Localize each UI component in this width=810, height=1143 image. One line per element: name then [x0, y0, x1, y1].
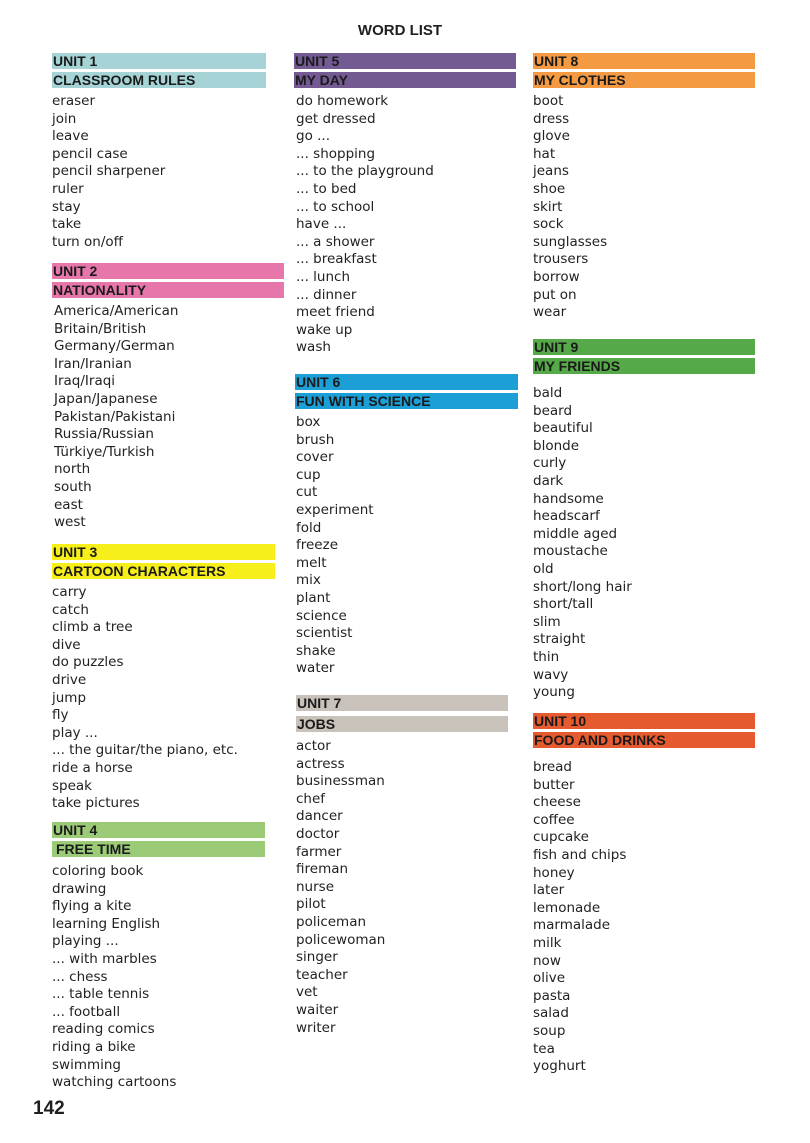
- unit-label-bar: UNIT 2: [52, 263, 284, 279]
- word-item: put on: [533, 286, 577, 303]
- word-item: actor: [296, 738, 331, 754]
- unit-label-bar: UNIT 1: [52, 53, 266, 69]
- word-item: plant: [296, 589, 331, 606]
- page-title: WORD LIST: [357, 22, 443, 39]
- word-item: learning English: [52, 915, 161, 932]
- word-item: borrow: [533, 268, 580, 285]
- unit-9: [533, 339, 755, 702]
- word-item: shake: [296, 642, 336, 659]
- word-item: playing ...: [52, 933, 119, 950]
- word-item: have ...: [296, 216, 347, 233]
- word-item: ... football: [52, 1003, 121, 1020]
- word-item: eraser: [52, 93, 96, 109]
- word-item: ... to the playground: [296, 163, 434, 180]
- word-item: blonde: [533, 437, 580, 454]
- word-item: west: [54, 514, 86, 531]
- word-item: wear: [533, 304, 567, 321]
- word-item: fish and chips: [533, 846, 627, 863]
- word-item: carry: [52, 584, 87, 600]
- unit-label-bar: UNIT 6: [295, 374, 518, 390]
- word-item: teacher: [296, 966, 348, 983]
- word-item: fold: [296, 519, 322, 536]
- word-item: brush: [296, 431, 335, 448]
- word-list: [52, 303, 284, 532]
- word-item: freeze: [296, 537, 339, 554]
- word-item: waiter: [296, 1001, 339, 1018]
- unit-8: [533, 53, 755, 322]
- word-item: short/long hair: [533, 578, 632, 595]
- word-item: ... chess: [52, 968, 108, 985]
- word-item: science: [296, 607, 347, 624]
- word-item: pencil sharpener: [52, 163, 166, 180]
- word-item: dancer: [296, 808, 343, 825]
- word-item: Germany/German: [54, 338, 175, 355]
- word-item: headscarf: [533, 508, 600, 525]
- unit-label-bar: UNIT 5: [294, 53, 516, 69]
- word-item: water: [296, 660, 335, 677]
- word-item: ... breakfast: [296, 251, 377, 268]
- unit-topic-bar: NATIONALITY: [52, 282, 284, 298]
- word-item: short/tall: [533, 596, 594, 613]
- word-list: [295, 414, 518, 678]
- word-item: policewoman: [296, 931, 386, 948]
- unit-label-bar: UNIT 9: [533, 339, 755, 355]
- word-item: coloring book: [52, 863, 144, 879]
- unit-label-bar: UNIT 8: [533, 53, 755, 69]
- word-list: [296, 738, 508, 1037]
- unit-4: [52, 822, 265, 1092]
- unit-label-bar: UNIT 7: [296, 695, 508, 711]
- word-item: actress: [296, 755, 345, 772]
- word-item: drive: [52, 671, 87, 688]
- word-item: wavy: [533, 666, 569, 683]
- word-item: wash: [296, 339, 331, 356]
- word-item: singer: [296, 949, 338, 966]
- word-item: jeans: [533, 163, 569, 180]
- word-item: play ...: [52, 724, 98, 741]
- word-item: handsome: [533, 490, 604, 507]
- word-item: dive: [52, 636, 81, 653]
- page-number: 142: [33, 1098, 65, 1119]
- word-item: take: [52, 216, 82, 233]
- word-item: meet friend: [296, 304, 375, 321]
- word-item: fly: [52, 707, 69, 724]
- word-item: pilot: [296, 896, 326, 913]
- word-item: ... lunch: [296, 268, 351, 285]
- word-item: swimming: [52, 1056, 122, 1073]
- unit-topic-bar: JOBS: [296, 716, 508, 732]
- word-item: vet: [296, 984, 318, 1001]
- word-item: ... shopping: [296, 145, 376, 162]
- word-item: climb a tree: [52, 619, 133, 636]
- word-item: middle aged: [533, 525, 618, 542]
- word-item: Japan/Japanese: [54, 390, 158, 407]
- word-item: butter: [533, 776, 575, 793]
- unit-2: [52, 263, 284, 532]
- word-item: east: [54, 496, 83, 513]
- word-item: Russia/Russian: [54, 426, 154, 443]
- word-item: dress: [533, 110, 570, 127]
- unit-topic-bar: FOOD AND DRINKS: [533, 732, 755, 748]
- word-item: scientist: [296, 625, 353, 642]
- word-item: turn on/off: [52, 233, 123, 250]
- unit-1: [52, 53, 266, 251]
- word-item: catch: [52, 601, 89, 618]
- unit-topic-bar: MY DAY: [294, 72, 516, 88]
- word-item: coffee: [533, 811, 575, 828]
- unit-3: [52, 544, 275, 813]
- word-list: [533, 759, 755, 1076]
- word-item: beard: [533, 402, 573, 419]
- unit-10: [533, 713, 755, 1076]
- word-item: melt: [296, 554, 327, 571]
- word-item: soup: [533, 1022, 566, 1039]
- word-item: cover: [296, 449, 334, 466]
- word-item: bald: [533, 385, 563, 401]
- word-item: get dressed: [296, 110, 376, 127]
- word-item: cheese: [533, 794, 581, 811]
- unit-topic-bar: CARTOON CHARACTERS: [52, 563, 275, 579]
- word-item: join: [52, 110, 77, 127]
- word-item: policeman: [296, 913, 367, 930]
- word-item: ... with marbles: [52, 950, 157, 967]
- word-item: north: [54, 461, 91, 478]
- word-item: doctor: [296, 825, 340, 842]
- unit-label-bar: UNIT 10: [533, 713, 755, 729]
- word-item: Iraq/Iraqi: [54, 373, 116, 390]
- word-item: beautiful: [533, 420, 593, 437]
- word-item: yoghurt: [533, 1058, 586, 1075]
- word-item: tea: [533, 1040, 555, 1057]
- word-item: Türkiye/Turkish: [54, 443, 155, 460]
- unit-6: [295, 374, 518, 678]
- word-item: go ...: [296, 128, 330, 145]
- word-item: later: [533, 882, 565, 899]
- word-item: nurse: [296, 878, 335, 895]
- word-item: sock: [533, 216, 564, 233]
- word-list: [52, 584, 275, 813]
- word-item: box: [296, 414, 321, 430]
- word-item: flying a kite: [52, 898, 132, 915]
- word-item: salad: [533, 1005, 569, 1022]
- unit-topic-bar: FUN WITH SCIENCE: [295, 393, 518, 409]
- word-item: lemonade: [533, 899, 601, 916]
- word-item: take pictures: [52, 795, 140, 812]
- word-item: do homework: [296, 93, 389, 109]
- word-item: cut: [296, 484, 318, 501]
- word-item: pencil case: [52, 145, 128, 162]
- word-item: Britain/British: [54, 320, 147, 337]
- word-item: now: [533, 952, 561, 969]
- word-item: hat: [533, 145, 556, 162]
- word-item: ... to school: [296, 198, 375, 215]
- word-item: straight: [533, 631, 586, 648]
- word-item: Pakistan/Pakistani: [54, 408, 176, 425]
- word-item: America/American: [54, 303, 179, 319]
- word-item: speak: [52, 777, 92, 794]
- word-item: ... to bed: [296, 180, 357, 197]
- word-item: curly: [533, 455, 567, 472]
- word-item: shoe: [533, 180, 566, 197]
- word-item: chef: [296, 790, 326, 807]
- word-item: writer: [296, 1019, 336, 1036]
- word-list: [52, 863, 265, 1092]
- word-item: riding a bike: [52, 1038, 136, 1055]
- word-list: [294, 93, 516, 357]
- word-item: trousers: [533, 251, 589, 268]
- word-item: moustache: [533, 543, 608, 560]
- word-item: boot: [533, 93, 564, 109]
- word-item: sunglasses: [533, 233, 608, 250]
- word-item: experiment: [296, 501, 374, 518]
- word-item: ruler: [52, 180, 84, 197]
- word-item: south: [54, 478, 92, 495]
- word-item: thin: [533, 648, 560, 665]
- word-item: cupcake: [533, 829, 589, 846]
- word-item: stay: [52, 198, 81, 215]
- unit-topic-bar: FREE TIME: [52, 841, 265, 857]
- word-item: drawing: [52, 880, 107, 897]
- word-item: honey: [533, 864, 575, 881]
- word-item: marmalade: [533, 917, 611, 934]
- word-item: young: [533, 684, 575, 701]
- word-item: ... the guitar/the piano, etc.: [52, 742, 238, 759]
- word-item: wake up: [296, 321, 353, 338]
- word-item: mix: [296, 572, 321, 589]
- word-item: slim: [533, 613, 561, 630]
- word-item: Iran/Iranian: [54, 355, 132, 372]
- word-list: [533, 385, 755, 702]
- word-item: ... table tennis: [52, 986, 150, 1003]
- word-item: leave: [52, 128, 89, 145]
- word-item: glove: [533, 128, 570, 145]
- word-list: [52, 93, 266, 251]
- word-item: do puzzles: [52, 654, 124, 671]
- unit-5: [294, 53, 516, 357]
- word-item: farmer: [296, 843, 342, 860]
- word-item: skirt: [533, 198, 563, 215]
- word-item: olive: [533, 970, 566, 987]
- word-item: ... dinner: [296, 286, 357, 303]
- unit-topic-bar: MY CLOTHES: [533, 72, 755, 88]
- unit-7: [296, 695, 508, 1037]
- word-item: old: [533, 560, 554, 577]
- word-item: reading comics: [52, 1021, 155, 1038]
- word-item: fireman: [296, 861, 349, 878]
- word-item: ride a horse: [52, 759, 133, 776]
- word-item: ... a shower: [296, 233, 375, 250]
- word-item: milk: [533, 934, 562, 951]
- unit-label-bar: UNIT 3: [52, 544, 275, 560]
- unit-topic-bar: MY FRIENDS: [533, 358, 755, 374]
- word-item: businessman: [296, 773, 385, 790]
- unit-topic-bar: CLASSROOM RULES: [52, 72, 266, 88]
- word-item: dark: [533, 472, 564, 489]
- word-item: bread: [533, 759, 572, 775]
- word-item: jump: [52, 689, 87, 706]
- word-list: [533, 93, 755, 322]
- word-item: watching cartoons: [52, 1074, 177, 1091]
- word-item: cup: [296, 466, 321, 483]
- unit-label-bar: UNIT 4: [52, 822, 265, 838]
- word-item: pasta: [533, 987, 571, 1004]
